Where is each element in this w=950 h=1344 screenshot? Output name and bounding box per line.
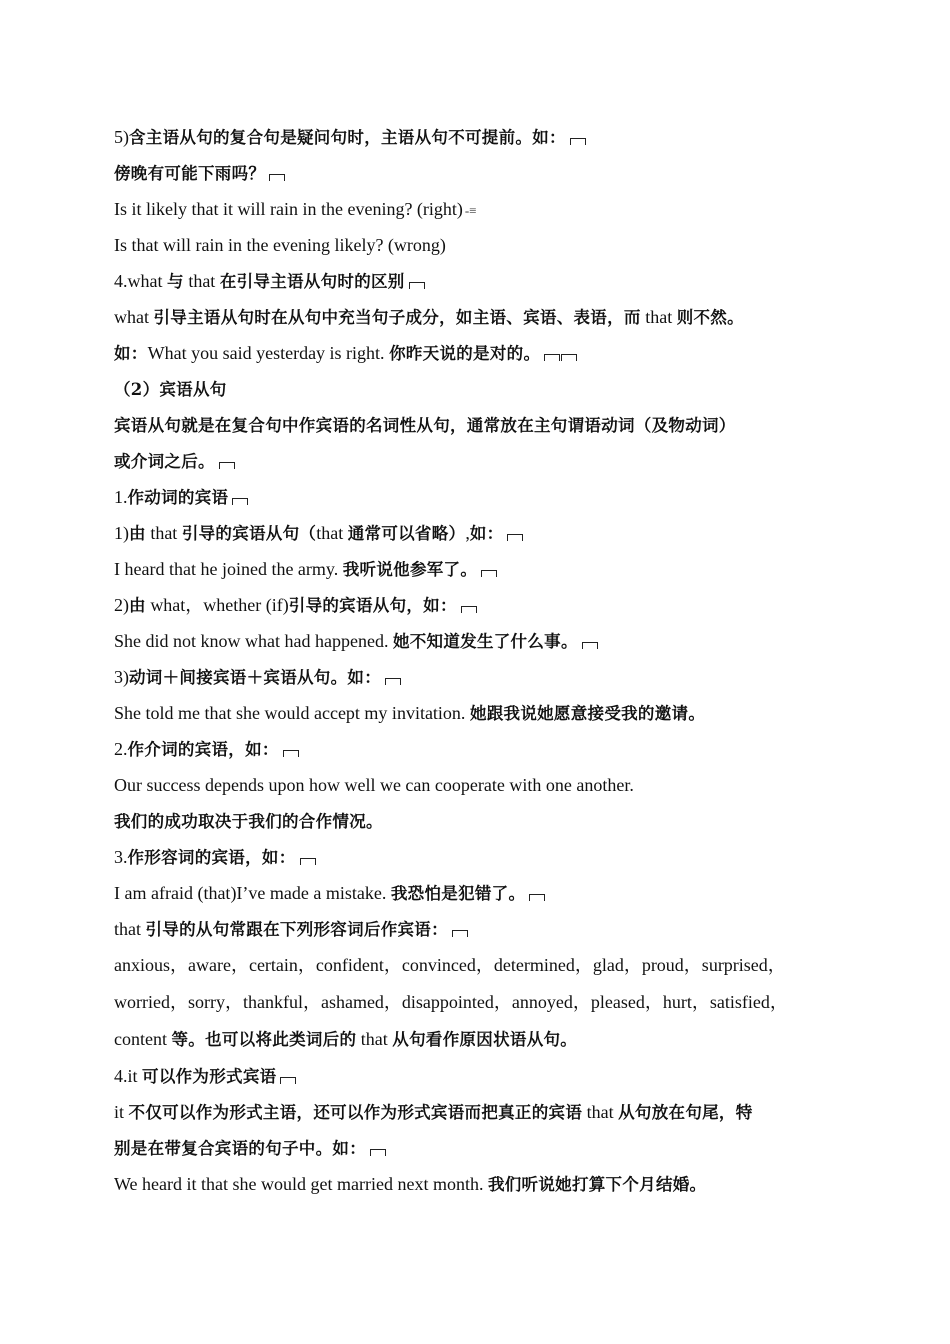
text-run: anxious，aware，certain，confident，convinced，determined，glad，proud，surprised， — [114, 955, 786, 975]
line-18 — [114, 731, 840, 767]
text-run: 1. — [114, 487, 128, 507]
line-9 — [114, 407, 840, 443]
text-run: that — [183, 271, 220, 291]
text-run: 从句看作原因状语从句。 — [392, 1030, 578, 1049]
paragraph-mark-icon — [582, 642, 598, 649]
text-run: She did not know what had happened. — [114, 631, 393, 651]
text-run: Is it likely that it will rain in the evening? (right) — [114, 199, 463, 219]
text-run: 4.it — [114, 1066, 143, 1086]
line-22 — [114, 875, 840, 911]
paragraph-mark-icon — [461, 606, 477, 613]
line-26 — [114, 1021, 840, 1058]
line-17 — [114, 695, 840, 731]
text-run: 5) — [114, 127, 129, 147]
line-28 — [114, 1094, 840, 1130]
text-run: 通常可以省略） — [347, 524, 466, 543]
paragraph-mark-icon — [385, 678, 401, 685]
text-run: 可以作为形式宾语 — [142, 1067, 277, 1086]
document-page — [114, 119, 840, 1202]
line-2 — [114, 155, 840, 191]
text-run: 我恐怕是犯错了。 — [390, 884, 526, 903]
text-run: Our success depends upon how well we can cooperate with one another. — [114, 775, 634, 795]
text-run: 或介词之后。 — [114, 452, 215, 471]
section-heading: （2）宾语从句 — [114, 380, 227, 399]
text-run: 引导的宾语从句（ — [181, 524, 317, 543]
paragraph-mark-icon — [570, 138, 586, 145]
paragraph-mark-icon — [561, 354, 577, 361]
text-run: that — [356, 1029, 393, 1049]
text-run: 如： — [114, 344, 148, 363]
line-8 — [114, 371, 840, 407]
text-run: 3. — [114, 847, 128, 867]
line-1 — [114, 119, 840, 155]
text-run: 我听说他参军了。 — [342, 560, 478, 579]
text-run: that — [316, 523, 348, 543]
text-run: 引导的从句常跟在下列形容词后作宾语： — [145, 920, 448, 939]
text-run: 作动词的宾语 — [127, 488, 229, 507]
paragraph-mark-icon — [232, 498, 248, 505]
line-20 — [114, 803, 840, 839]
text-run: 从句放在句尾，特 — [618, 1103, 753, 1122]
line-27 — [114, 1058, 840, 1094]
line-23 — [114, 911, 840, 947]
text-run: 1) — [114, 523, 129, 543]
paragraph-mark-icon — [219, 462, 235, 469]
text-run: 作介词的宾语，如： — [127, 740, 279, 759]
text-run: 别是在带复合宾语的句子中。如： — [114, 1139, 366, 1158]
text-run: it — [114, 1102, 129, 1122]
paragraph-mark-icon — [409, 282, 425, 289]
line-7 — [114, 335, 840, 371]
line-13 — [114, 551, 840, 587]
text-run: what，whether (if) — [145, 595, 289, 615]
text-run: What you said yesterday is right. — [147, 343, 390, 363]
text-run: 3) — [114, 667, 129, 687]
line-30 — [114, 1166, 840, 1202]
text-run: 在引导主语从句时的区别 — [219, 272, 405, 291]
text-run: 她跟我说她愿意接受我的邀请。 — [469, 704, 706, 723]
text-run: 等。也可以将此类词后的 — [171, 1030, 357, 1049]
line-3 — [114, 191, 840, 227]
paragraph-mark-icon — [300, 858, 316, 865]
paragraph-mark-icon — [481, 570, 497, 577]
text-run: that — [114, 919, 146, 939]
text-run: 不仅可以作为形式主语，还可以作为形式宾语而把真正的宾语 — [128, 1103, 583, 1122]
text-run: 含主语从句的复合句是疑问句时，主语从句不可提前。如： — [129, 128, 566, 147]
text-run: what — [114, 307, 154, 327]
line-break-mark-icon: -≡ — [464, 203, 477, 218]
text-run: 如： — [469, 524, 504, 543]
text-run: worried，sorry，thankful，ashamed，disappointed，annoyed，pleased，hurt，satisfied， — [114, 992, 788, 1012]
text-run: She told me that she would accept my invitation. — [114, 703, 470, 723]
text-run: 傍晚有可能下雨吗？ — [114, 164, 266, 183]
text-run: 引导的宾语从句，如： — [288, 596, 457, 615]
text-run: 2. — [114, 739, 128, 759]
paragraph-mark-icon — [269, 174, 285, 181]
text-run: that — [145, 523, 182, 543]
line-10 — [114, 443, 840, 479]
text-run: 作形容词的宾语，如： — [127, 848, 296, 867]
text-run: , — [465, 523, 470, 543]
text-run: that — [582, 1102, 619, 1122]
line-11 — [114, 479, 840, 515]
paragraph-mark-icon — [283, 750, 299, 757]
paragraph-mark-icon — [280, 1077, 296, 1084]
line-12 — [114, 515, 840, 551]
text-run: 我们听说她打算下个月结婚。 — [487, 1175, 707, 1194]
text-run: 引导主语从句时在从句中充当句子成分，如主语、宾语、表语，而 — [153, 308, 641, 327]
text-run: 我们的成功取决于我们的合作情况。 — [114, 812, 383, 831]
text-run: that — [640, 307, 677, 327]
text-run: I heard that he joined the army. — [114, 559, 343, 579]
paragraph-mark-icon — [529, 894, 545, 901]
line-19 — [114, 767, 840, 803]
line-25 — [114, 984, 840, 1021]
line-14 — [114, 587, 840, 623]
text-run: 由 — [129, 596, 146, 615]
text-run: 与 — [167, 272, 184, 291]
line-6 — [114, 299, 840, 335]
line-21 — [114, 839, 840, 875]
text-run: 2) — [114, 595, 129, 615]
text-run: 则不然。 — [676, 308, 744, 327]
text-run: 动词＋间接宾语＋宾语从句。如： — [129, 668, 381, 687]
text-run: Is that will rain in the evening likely? (wrong) — [114, 235, 446, 255]
text-run: I am afraid (that)I’ve made a mistake. — [114, 883, 391, 903]
line-16 — [114, 659, 840, 695]
text-run: 宾语从句就是在复合句中作宾语的名词性从句，通常放在主句谓语动词（及物动词） — [114, 416, 736, 435]
paragraph-mark-icon — [370, 1149, 386, 1156]
paragraph-mark-icon — [452, 930, 468, 937]
paragraph-mark-icon — [544, 354, 560, 361]
text-run: 你昨天说的是对的。 — [389, 344, 541, 363]
text-run: 4.what — [114, 271, 167, 291]
line-24 — [114, 947, 840, 984]
text-run: We heard it that she would get married next month. — [114, 1174, 488, 1194]
line-5 — [114, 263, 840, 299]
text-run: 她不知道发生了什么事。 — [392, 632, 578, 651]
line-15 — [114, 623, 840, 659]
text-run: 由 — [129, 524, 146, 543]
line-4 — [114, 227, 840, 263]
line-29 — [114, 1130, 840, 1166]
paragraph-mark-icon — [507, 534, 523, 541]
text-run: content — [114, 1029, 172, 1049]
